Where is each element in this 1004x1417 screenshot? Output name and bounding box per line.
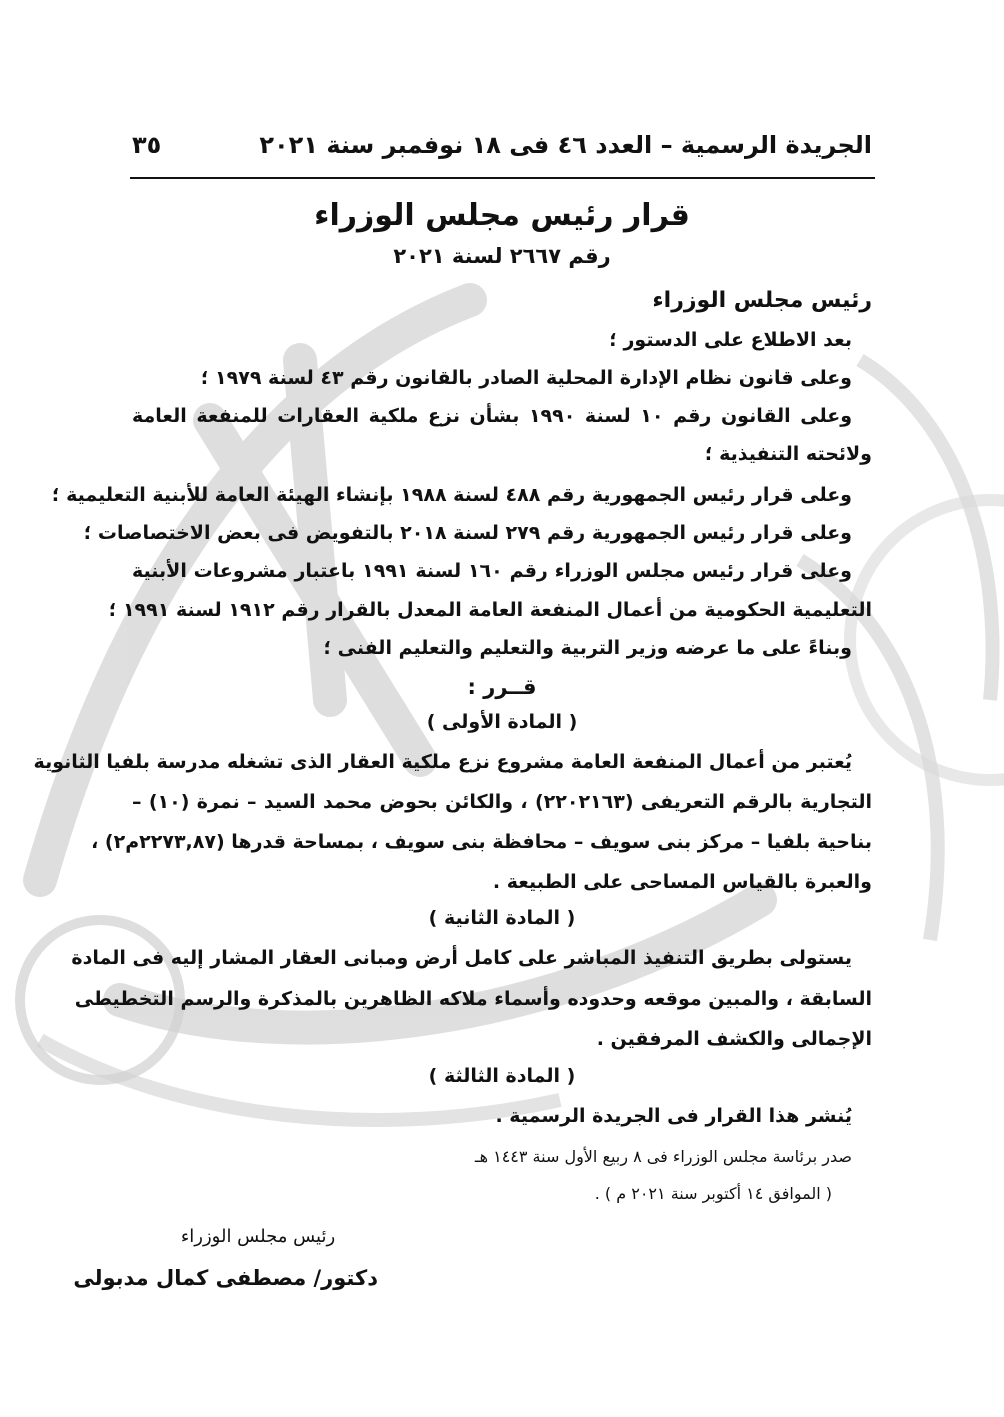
article-line: يُعتبر من أعمال المنفعة العامة مشروع نزع ملكية العقار الذى تشغله مدرسة بلفيا الثانوية: [33, 751, 852, 773]
article-line: السابقة ، والمبين موقعه وحدوده وأسماء ملاكه الظاهرين بالمذكرة والرسم التخطيطى: [74, 988, 872, 1010]
preamble-line: التعليمية الحكومية من أعمال المنفعة العامة المعدل بالقرار رقم ١٩١٢ لسنة ١٩٩١ ؛: [108, 599, 872, 621]
preamble-line: وبناءً على ما عرضه وزير التربية والتعليم والتعليم الفنى ؛: [323, 637, 852, 659]
article-heading: ( المادة الثانية ): [428, 907, 576, 929]
signatory-name: دكتور/ مصطفى كمال مدبولى: [73, 1266, 378, 1290]
preamble-line: وعلى قرار رئيس مجلس الوزراء رقم ١٦٠ لسنة ١٩٩١ باعتبار مشروعات الأبنية: [132, 560, 852, 582]
decision-word: قــرر :: [467, 675, 537, 699]
article-line: التجارية بالرقم التعريفى (٢٢٠٢١٦٣) ، والكائن بحوض محمد السيد – نمرة (١٠) –: [132, 791, 872, 813]
article-line: الإجمالى والكشف المرفقين .: [596, 1028, 872, 1050]
issuance-date-gregorian: ( الموافق ١٤ أكتوبر سنة ٢٠٢١ م ) .: [594, 1184, 832, 1203]
preamble-line: وعلى قانون نظام الإدارة المحلية الصادر بالقانون رقم ٤٣ لسنة ١٩٧٩ ؛: [200, 367, 852, 389]
preamble-line: وعلى القانون رقم ١٠ لسنة ١٩٩٠ بشأن نزع ملكية العقارات للمنفعة العامة: [132, 405, 853, 427]
decree-title: قرار رئيس مجلس الوزراء: [314, 198, 690, 233]
article-line: يستولى بطريق التنفيذ المباشر على كامل أرض ومبانى العقار المشار إليه فى المادة: [71, 947, 852, 969]
signatory-role: رئيس مجلس الوزراء: [180, 1226, 336, 1247]
preamble-line: بعد الاطلاع على الدستور ؛: [609, 329, 852, 351]
issuer-heading: رئيس مجلس الوزراء: [652, 288, 872, 313]
article-line: بناحية بلفيا – مركز بنى سويف – محافظة بنى سويف ، بمساحة قدرها (٢٢٧٣,٨٧م٢) ،: [91, 831, 872, 853]
decree-number: رقم ٢٦٦٧ لسنة ٢٠٢١: [393, 244, 611, 268]
preamble-line: ولائحته التنفيذية ؛: [704, 443, 872, 465]
preamble-line: وعلى قرار رئيس الجمهورية رقم ٤٨٨ لسنة ١٩٨٨ بإنشاء الهيئة العامة للأبنية التعليمية ؛: [51, 484, 852, 506]
article-heading: ( المادة الأولى ): [426, 711, 578, 733]
publication-line: الجريدة الرسمية – العدد ٤٦ فى ١٨ نوفمبر سنة ٢٠٢١: [259, 131, 872, 159]
article-heading: ( المادة الثالثة ): [428, 1065, 576, 1087]
page-number: ٣٥: [132, 131, 162, 159]
article-line: والعبرة بالقياس المساحى على الطبيعة .: [492, 871, 872, 893]
page-header: [132, 128, 872, 162]
issuance-date-hijri: صدر برئاسة مجلس الوزراء فى ٨ ربيع الأول سنة ١٤٤٣ هـ: [474, 1147, 852, 1166]
preamble-line: وعلى قرار رئيس الجمهورية رقم ٢٧٩ لسنة ٢٠١٨ بالتفويض فى بعض الاختصاصات ؛: [83, 522, 852, 544]
header-divider: [130, 177, 875, 179]
article-line: يُنشر هذا القرار فى الجريدة الرسمية .: [495, 1105, 852, 1127]
